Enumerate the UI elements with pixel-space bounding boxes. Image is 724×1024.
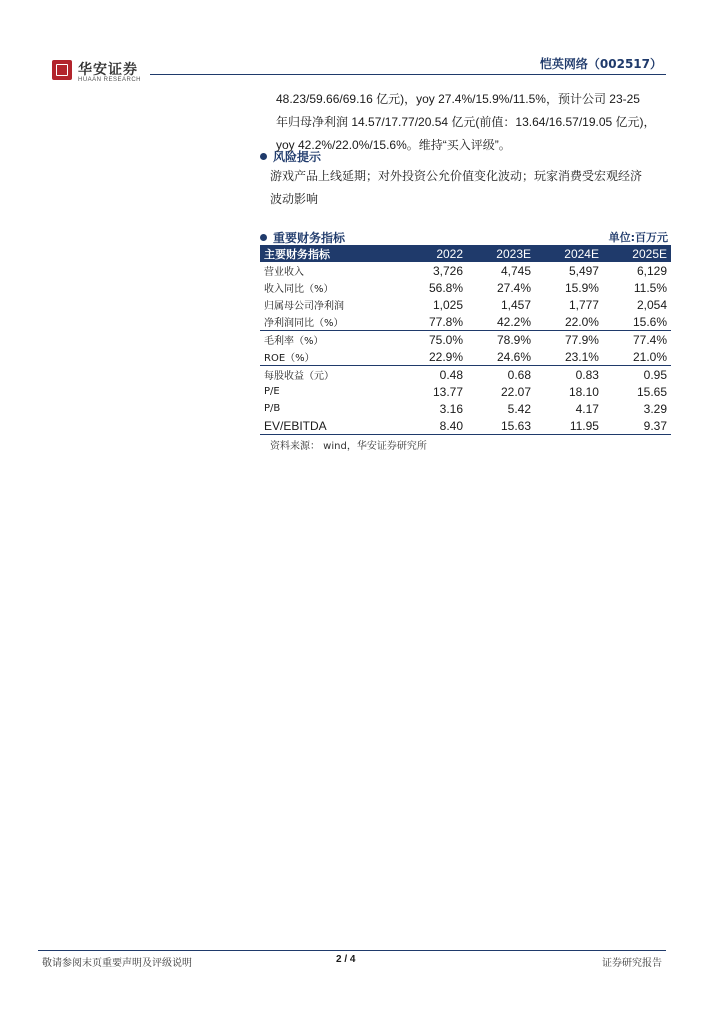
financials-table bbox=[260, 245, 671, 435]
table-cell: 22.07 bbox=[500, 384, 531, 399]
table-cell: 77.4% bbox=[603, 331, 671, 349]
table-row bbox=[260, 417, 671, 435]
table-cell: 24.6% bbox=[496, 349, 531, 364]
table-cell: 0.68 bbox=[467, 366, 535, 384]
table-cell: 13.77 bbox=[432, 384, 464, 399]
table-cell: 15.9% bbox=[564, 280, 599, 295]
column-header: 2022 bbox=[400, 245, 467, 262]
table-cell: 27.4% bbox=[496, 280, 531, 295]
forecast-paragraph bbox=[276, 88, 676, 157]
header-divider bbox=[150, 74, 666, 75]
forecast-line: 48.23/59.66/69.16 亿元)，yoy 27.4%/15.9%/11.5%，预计公司 23-25 bbox=[276, 92, 640, 106]
row-label: 营业收入 bbox=[264, 267, 304, 278]
table-row bbox=[260, 262, 671, 279]
row-label: 收入同比（%） bbox=[264, 284, 334, 295]
table-cell: 9.37 bbox=[603, 417, 671, 435]
row-label: ROE（%） bbox=[264, 353, 315, 364]
column-header: 2023E bbox=[467, 245, 535, 262]
table-cell: 15.65 bbox=[636, 384, 667, 399]
table-cell: 3.29 bbox=[643, 401, 667, 416]
column-header: 2024E bbox=[535, 245, 603, 262]
table-cell: 56.8% bbox=[428, 280, 464, 295]
risk-line: 游戏产品上线延期；对外投资公允价值变化波动；玩家消费受宏观经济 bbox=[270, 169, 643, 183]
row-label: P/B bbox=[264, 403, 281, 414]
table-cell: 77.8% bbox=[428, 314, 464, 329]
row-label: P/E bbox=[264, 386, 280, 397]
table-cell: 21.0% bbox=[632, 349, 667, 364]
stock-name: 恺英网络（002517） bbox=[539, 57, 662, 71]
risk-section-heading bbox=[260, 148, 321, 165]
risk-paragraph bbox=[270, 165, 680, 211]
financials-heading-text: 重要财务指标 bbox=[273, 231, 346, 245]
table-cell: 75.0% bbox=[400, 331, 467, 349]
table-cell: 18.10 bbox=[568, 384, 599, 399]
table-cell: 1,777 bbox=[568, 297, 599, 312]
page-number: 2 / 4 bbox=[336, 954, 356, 965]
logo-subtext: HUAAN RESEARCH bbox=[78, 77, 142, 83]
table-cell: 3.16 bbox=[439, 401, 464, 416]
table-cell: 0.48 bbox=[400, 366, 467, 384]
table-cell: 4,745 bbox=[500, 263, 531, 278]
table-cell: 23.1% bbox=[564, 349, 599, 364]
table-row bbox=[260, 313, 671, 331]
row-label: 每股收益（元） bbox=[260, 366, 400, 384]
company-logo-icon bbox=[52, 60, 72, 80]
table-cell: 77.9% bbox=[535, 331, 603, 349]
forecast-line: 年归母净利润 14.57/17.77/20.54 亿元(前值：13.64/16.57/19.05 亿元)， bbox=[276, 115, 656, 129]
footer-divider bbox=[38, 950, 666, 951]
row-label: 净利润同比（%） bbox=[264, 318, 344, 329]
table-row bbox=[260, 383, 671, 400]
table-cell: 22.0% bbox=[564, 314, 599, 329]
column-header: 主要财务指标 bbox=[260, 245, 400, 262]
risk-line: 波动影响 bbox=[270, 192, 319, 206]
table-cell: 3,726 bbox=[432, 263, 464, 278]
table-cell: 1,457 bbox=[500, 297, 531, 312]
table-cell: 8.40 bbox=[400, 417, 467, 435]
table-cell: 42.2% bbox=[496, 314, 531, 329]
table-cell: 78.9% bbox=[467, 331, 535, 349]
row-label: 归属母公司净利润 bbox=[264, 301, 344, 312]
unit-label: 单位:百万元 bbox=[608, 231, 668, 244]
risk-heading-text: 风险提示 bbox=[273, 150, 322, 164]
table-cell: 6,129 bbox=[636, 263, 667, 278]
table-cell: 15.6% bbox=[632, 314, 667, 329]
table-cell: 1,025 bbox=[432, 297, 464, 312]
table-row bbox=[260, 331, 671, 349]
financials-section-heading bbox=[260, 229, 345, 246]
table-cell: 2,054 bbox=[636, 297, 667, 312]
table-row bbox=[260, 400, 671, 417]
table-cell: 15.63 bbox=[467, 417, 535, 435]
table-cell: 22.9% bbox=[428, 349, 464, 364]
row-label: 毛利率（%） bbox=[260, 331, 400, 349]
table-cell: 11.5% bbox=[633, 280, 667, 295]
table-row bbox=[260, 279, 671, 296]
table-cell: 5,497 bbox=[568, 263, 599, 278]
forecast-line: yoy 42.2%/22.0%/15.6%。维持“买入评级”。 bbox=[276, 138, 511, 152]
report-type: 证券研究报告 bbox=[602, 958, 662, 969]
table-cell: 4.17 bbox=[575, 401, 599, 416]
disclaimer-note: 敬请参阅末页重要声明及评级说明 bbox=[42, 958, 192, 969]
bullet-icon bbox=[260, 234, 267, 241]
bullet-icon bbox=[260, 153, 267, 160]
table-row bbox=[260, 348, 671, 366]
table-header-row bbox=[260, 245, 671, 262]
table-row bbox=[260, 296, 671, 313]
table-cell: 5.42 bbox=[507, 401, 531, 416]
data-source-note: 资料来源： wind，华安证券研究所 bbox=[270, 441, 427, 452]
table-cell: 0.83 bbox=[535, 366, 603, 384]
logo-text: 华安证券 bbox=[78, 62, 138, 78]
column-header: 2025E bbox=[603, 245, 671, 262]
table-cell: 11.95 bbox=[535, 417, 603, 435]
table-row bbox=[260, 366, 671, 384]
table-cell: 0.95 bbox=[603, 366, 671, 384]
row-label: EV/EBITDA bbox=[260, 417, 400, 435]
